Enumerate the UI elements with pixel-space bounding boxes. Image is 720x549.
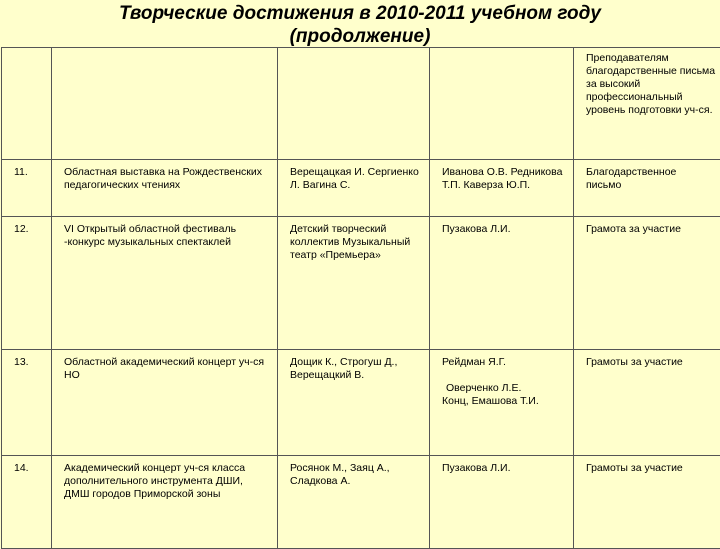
table-header-row bbox=[2, 48, 720, 160]
row-participants: Росянок М., Заяц А., Сладкова А. bbox=[278, 456, 430, 549]
row-teachers: Пузакова Л.И. bbox=[430, 456, 574, 549]
header-participants-cell bbox=[278, 48, 430, 160]
table-row bbox=[2, 350, 720, 456]
table-row bbox=[2, 456, 720, 549]
header-num-cell bbox=[2, 48, 52, 160]
row-result: Грамоты за участие bbox=[574, 456, 720, 549]
row-result: Грамота за участие bbox=[574, 217, 720, 350]
title-line-1: Творческие достижения в 2010-2011 учебном году bbox=[0, 2, 720, 25]
row-event: VI Открытый областной фестиваль -конкурс музыкальных спектаклей bbox=[52, 217, 278, 350]
row-event: Областной академический концерт уч-ся НО bbox=[52, 350, 278, 456]
row-num: 12. bbox=[2, 217, 52, 350]
row-teachers: Иванова О.В. Редникова Т.П. Каверза Ю.П. bbox=[430, 160, 574, 217]
row-participants: Верещацкая И. Сергиенко Л. Вагина С. bbox=[278, 160, 430, 217]
row-num: 14. bbox=[2, 456, 52, 549]
achievements-table bbox=[1, 47, 720, 549]
teacher-line-2: Оверченко Л.Е. bbox=[442, 382, 567, 395]
row-event: Академический концерт уч-ся класса дополнительного инструмента ДШИ, ДМШ городов Приморской зоны bbox=[52, 456, 278, 549]
header-teachers-cell bbox=[430, 48, 574, 160]
teacher-line-1: Рейдман Я.Г. bbox=[442, 356, 567, 369]
row-teachers bbox=[430, 350, 574, 456]
header-event-cell bbox=[52, 48, 278, 160]
table-row bbox=[2, 217, 720, 350]
title-line-2: (продолжение) bbox=[0, 25, 720, 48]
row-result: Благодарственное письмо bbox=[574, 160, 720, 217]
header-result-cell: Преподавателям благодарственные письма за высокий профессиональный уровень подготовки уч-ся. bbox=[574, 48, 720, 160]
row-participants: Дощик К., Строгуш Д., Верещацкий В. bbox=[278, 350, 430, 456]
page-title bbox=[0, 2, 720, 48]
row-participants: Детский творческий коллектив Музыкальный театр «Премьера» bbox=[278, 217, 430, 350]
table-row bbox=[2, 160, 720, 217]
row-result: Грамоты за участие bbox=[574, 350, 720, 456]
row-num: 11. bbox=[2, 160, 52, 217]
teacher-line-3: Конц, Емашова Т.И. bbox=[442, 395, 567, 408]
row-num: 13. bbox=[2, 350, 52, 456]
row-teachers: Пузакова Л.И. bbox=[430, 217, 574, 350]
row-event: Областная выставка на Рождественских педагогических чтениях bbox=[52, 160, 278, 217]
